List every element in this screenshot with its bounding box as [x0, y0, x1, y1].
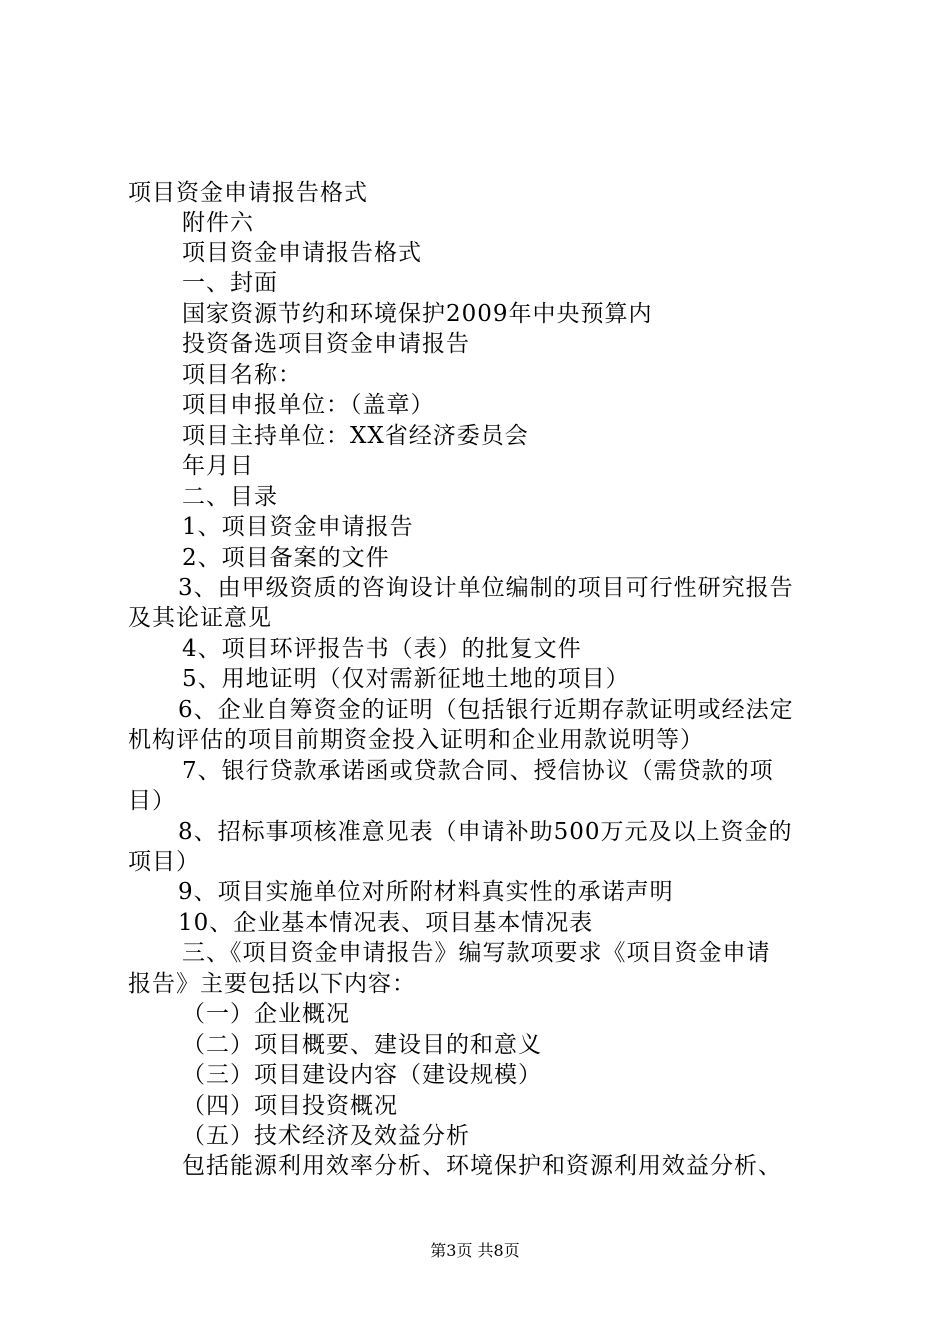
sub-item: （一）企业概况: [182, 1001, 350, 1027]
list-item: 2、项目备案的文件: [182, 545, 390, 571]
doc-line: 附件六: [182, 210, 254, 236]
doc-line-continued: 报告》主要包括以下内容：: [128, 971, 416, 997]
list-item-continued: 机构评估的项目前期资金投入证明和企业用款说明等）: [128, 727, 704, 753]
list-item-continued: 及其论证意见: [128, 605, 272, 631]
sub-item: （五）技术经济及效益分析: [182, 1123, 470, 1149]
list-item: 8、招标事项核准意见表（申请补助500万元及以上资金的: [178, 819, 793, 845]
list-item-continued: 目）: [128, 788, 176, 814]
doc-line: 项目资金申请报告格式: [182, 240, 422, 266]
list-item: 10、企业基本情况表、项目基本情况表: [178, 910, 594, 936]
doc-line: 投资备选项目资金申请报告: [182, 331, 470, 357]
doc-line: 项目主持单位：XX省经济委员会: [182, 423, 529, 449]
section-heading: 一、封面: [182, 270, 278, 296]
page-footer: [0, 1241, 950, 1261]
doc-line: 项目名称：: [182, 362, 302, 388]
section-heading: 二、目录: [182, 484, 278, 510]
list-item: 4、项目环评报告书（表）的批复文件: [182, 636, 582, 662]
section-heading: 三、《项目资金申请报告》编写款项要求《项目资金申请: [182, 940, 771, 966]
doc-line: 包括能源利用效率分析、环境保护和资源利用效益分析、: [182, 1153, 782, 1179]
list-item: 9、项目实施单位对所附材料真实性的承诺声明: [178, 879, 674, 905]
list-item-continued: 项目）: [128, 849, 200, 875]
doc-line: 国家资源节约和环境保护2009年中央预算内: [182, 301, 653, 327]
doc-title: 项目资金申请报告格式: [128, 180, 368, 206]
doc-line: 年月日: [182, 453, 254, 479]
page-number: 第3页 共8页: [430, 1241, 520, 1260]
list-item: 3、由甲级资质的咨询设计单位编制的项目可行性研究报告: [178, 575, 794, 601]
list-item: 7、银行贷款承诺函或贷款合同、授信协议（需贷款的项: [182, 758, 774, 784]
list-item: 5、用地证明（仅对需新征地土地的项目）: [182, 666, 630, 692]
sub-item: （三）项目建设内容（建设规模）: [182, 1062, 542, 1088]
sub-item: （二）项目概要、建设目的和意义: [182, 1032, 542, 1058]
sub-item: （四）项目投资概况: [182, 1093, 398, 1119]
list-item: 6、企业自筹资金的证明（包括银行近期存款证明或经法定: [178, 697, 794, 723]
doc-line: 项目申报单位：（盖章）: [182, 392, 435, 418]
list-item: 1、项目资金申请报告: [182, 514, 414, 540]
